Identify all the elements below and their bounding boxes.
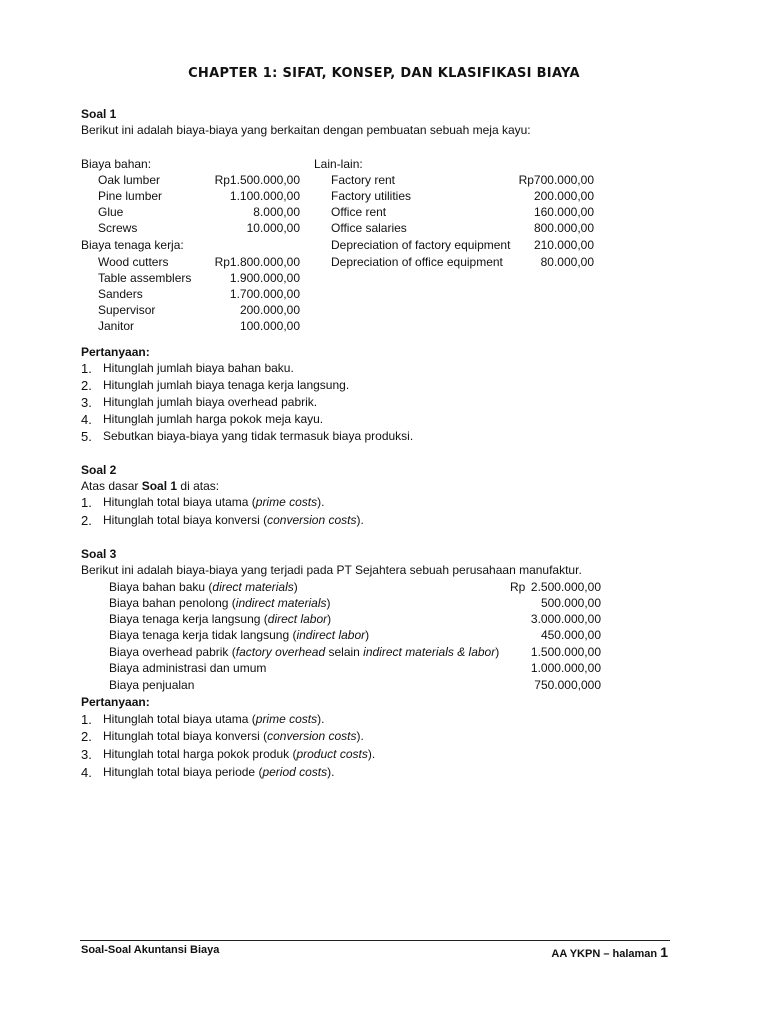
- tenaga-item-value: 200.000,00: [239, 303, 300, 317]
- bahan-item-name: Pine lumber: [98, 189, 163, 203]
- soal1-pertanyaan-label: Pertanyaan:: [81, 345, 150, 359]
- soal2-heading: Soal 2: [81, 463, 117, 477]
- lain-item-value: 210.000,00: [533, 238, 594, 252]
- tenaga-item-value: 100.000,00: [239, 319, 300, 333]
- cost-item-value: 3.000.000,00: [530, 612, 601, 626]
- lain-item-value: 800.000,00: [533, 221, 594, 235]
- tenaga-item-value: 1.900.000,00: [229, 271, 300, 285]
- bahan-item-value: 8.000,00: [253, 205, 300, 219]
- page-number: 1: [660, 944, 668, 960]
- soal3-intro: Berikut ini adalah biaya-biaya yang terjadi pada PT Sejahtera sebuah perusahaan manufaktur.: [81, 563, 582, 577]
- soal3-heading: Soal 3: [81, 547, 117, 561]
- cost-item-name: Biaya administrasi dan umum: [109, 661, 267, 675]
- document-page: CHAPTER 1: SIFAT, KONSEP, DAN KLASIFIKASI BIAYA Soal 1 Berikut ini adalah biaya-biaya yang berkaitan dengan pembuatan sebuah meja kayu: Biaya bahan: Oak lumber Rp1.500.000,00 Pine lumber 1.100.000,00 Glue 8.000,00 Screws 10.000,00 Biaya tenaga kerja: Wood cutters Rp1.800.000,00 Table assemblers 1.900.000,00 Sanders 1.700.000,00 Supervisor 200.000,00 Janitor 100.000,00 Lain-lain: Factory rent Rp700.000,00 Factory utilities 200.000,00 Office rent 160.000,00 Office salaries 800.000,00 Depreciation of factory equipment 210.000,00 Depreciation of office equipment 80.000,00 Pertanyaan: 1. Hitunglah jumlah biaya bahan baku. 2. Hitunglah jumlah biaya tenaga kerja langsung. 3. Hitunglah jumlah biaya overhead pabrik. 4. Hitunglah jumlah harga pokok meja kayu. 5. Sebutkan biaya-biaya yang tidak termasuk biaya produksi. Soal 2 Atas dasar Soal 1 di atas: 1. Hitunglah total biaya utama (prime costs). 2. Hitunglah total biaya konversi (conversion costs). Soal 3 Berikut ini adalah biaya-biaya yang terjadi pada PT Sejahtera sebuah perusahaan manufaktur. Rp Biaya bahan baku (direct materials) 2.500.000,00 Biaya bahan penolong (indirect materials) 500.000,00 Biaya tenaga kerja langsung (direct labor) 3.000.000,00 Biaya tenaga kerja tidak langsung (indirect labor) 450.000,00 Biaya overhead pabrik (factory overhead selain indirect materials & labor) 1.500.000,00 Biaya administrasi dan umum 1.000.000,00 Biaya penjualan 750.000,000 Pertanyaan: 1. Hitunglah total biaya utama (prime costs). 2. Hitunglah total biaya konversi (conversion costs). 3. Hitunglah total harga pokok produk (product costs). 4. Hitunglah total biaya periode (period costs). Soal-Soal Akuntansi Biaya AA YKPN – halaman 1: [0, 0, 768, 1024]
- bahan-item-name: Screws: [98, 221, 138, 235]
- lain-item-value: Rp700.000,00: [518, 173, 594, 187]
- lain-lain-label: Lain-lain:: [314, 157, 363, 171]
- bahan-item-name: Oak lumber: [98, 173, 161, 187]
- tenaga-item-name: Table assemblers: [98, 271, 192, 285]
- cost-item-value: 500.000,00: [540, 596, 601, 610]
- cost-item-name: Biaya tenaga kerja tidak langsung (indirect labor): [109, 628, 370, 642]
- cost-item-value: 750.000,000: [534, 678, 601, 692]
- tenaga-item-name: Janitor: [98, 319, 135, 333]
- cost-item-name: Biaya overhead pabrik (factory overhead selain indirect materials & labor): [109, 645, 500, 659]
- cost-item-value: 1.500.000,00: [530, 645, 601, 659]
- currency-label: Rp: [510, 580, 526, 594]
- lain-item-name: Office salaries: [331, 221, 407, 235]
- cost-item-name: Biaya bahan penolong (indirect materials): [109, 596, 331, 610]
- tenaga-item-value: 1.700.000,00: [229, 287, 300, 301]
- soal1-heading: Soal 1: [81, 107, 117, 121]
- footer-left: Soal-Soal Akuntansi Biaya: [81, 944, 220, 956]
- cost-item-name: Biaya penjualan: [109, 678, 195, 692]
- tenaga-item-name: Supervisor: [98, 303, 156, 317]
- tenaga-item-name: Wood cutters: [98, 255, 169, 269]
- lain-item-value: 80.000,00: [540, 255, 594, 269]
- lain-item-value: 200.000,00: [533, 189, 594, 203]
- soal3-pertanyaan-label: Pertanyaan:: [81, 695, 150, 709]
- lain-item-name: Factory rent: [331, 173, 396, 187]
- bahan-item-name: Glue: [98, 205, 124, 219]
- tenaga-item-value: Rp1.800.000,00: [214, 255, 300, 269]
- lain-item-name: Depreciation of office equipment: [331, 255, 503, 269]
- soal1-intro: Berikut ini adalah biaya-biaya yang berkaitan dengan pembuatan sebuah meja kayu:: [81, 123, 531, 137]
- cost-item-value: 2.500.000,00: [530, 580, 601, 594]
- lain-item-value: 160.000,00: [533, 205, 594, 219]
- biaya-bahan-label: Biaya bahan:: [81, 157, 152, 171]
- cost-item-name: Biaya bahan baku (direct materials): [109, 580, 298, 594]
- footer-right: AA YKPN – halaman 1: [551, 944, 668, 960]
- footer-divider: [80, 940, 670, 941]
- chapter-title: CHAPTER 1: SIFAT, KONSEP, DAN KLASIFIKASI BIAYA: [188, 66, 580, 81]
- soal2-intro: Atas dasar Soal 1 di atas:: [81, 479, 220, 493]
- tenaga-item-name: Sanders: [98, 287, 143, 301]
- lain-item-name: Factory utilities: [331, 189, 412, 203]
- biaya-tenaga-label: Biaya tenaga kerja:: [81, 238, 184, 252]
- lain-item-name: Depreciation of factory equipment: [331, 238, 511, 252]
- lain-item-name: Office rent: [331, 205, 387, 219]
- bahan-item-value: Rp1.500.000,00: [214, 173, 300, 187]
- cost-item-value: 450.000,00: [540, 628, 601, 642]
- bahan-item-value: 1.100.000,00: [229, 189, 300, 203]
- cost-item-name: Biaya tenaga kerja langsung (direct labor): [109, 612, 332, 626]
- cost-item-value: 1.000.000,00: [530, 661, 601, 675]
- bahan-item-value: 10.000,00: [246, 221, 300, 235]
